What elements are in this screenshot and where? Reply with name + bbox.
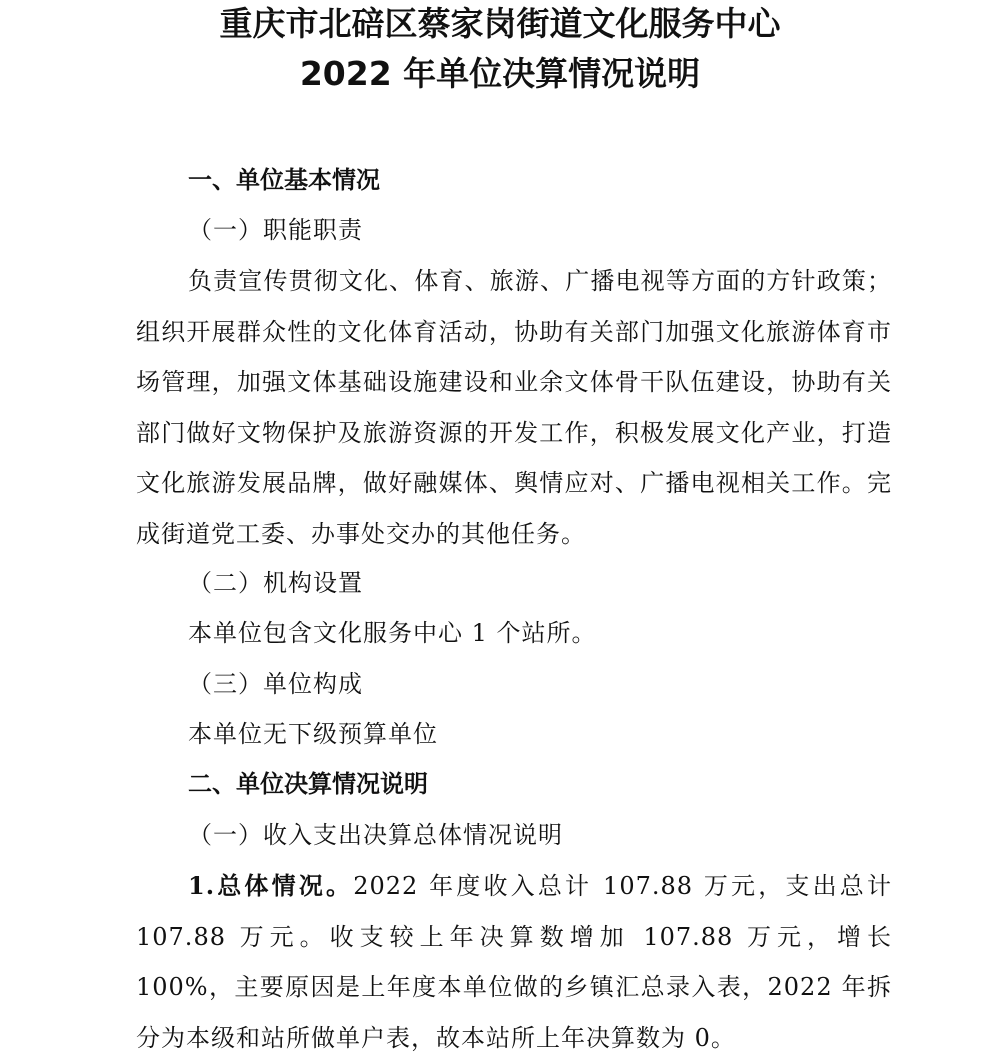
section2-heading: 二、单位决算情况说明	[188, 770, 428, 798]
section1-heading: 一、单位基本情况	[188, 166, 380, 194]
section1-sub2-text: 本单位包含文化服务中心 1 个站所。	[188, 619, 597, 647]
section1-sub1-heading: （一）职能职责	[188, 216, 363, 244]
section1-sub1-paragraph: 负责宣传贯彻文化、体育、旅游、广播电视等方面的方针政策；组织开展群众性的文化体育活动，协助有关部门加强文化旅游体育市场管理，加强文体基础设施建设和业余文体骨干队伍建设，协助有关部门做好文物保护及旅游资源的开发工作，积极发展文化产业，打造文化旅游发展品牌，做好融媒体、舆情应对、广播电视相关工作。完成街道党工委、办事处交办的其他任务。	[136, 267, 892, 548]
document-title-line2: 2022 年单位决算情况说明	[299, 54, 701, 93]
section2-item1-label: 1.总体情况。	[188, 871, 354, 900]
section2-item1-text: 2022 年度收入总计 107.88 万元，支出总计 107.88 万元。收支较上年决算数增加 107.88 万元，增长 100%，主要原因是上年度本单位做的乡镇汇总录入表，2022 年拆分为本级和站所做单户表，故本站所上年决算数为 0。	[136, 872, 892, 1052]
document-title-line1: 重庆市北碚区蔡家岗街道文化服务中心	[219, 4, 781, 43]
section1-sub2-heading: （二）机构设置	[188, 569, 363, 597]
section1-sub3-heading: （三）单位构成	[188, 670, 363, 698]
section2-sub1-heading: （一）收入支出决算总体情况说明	[188, 821, 563, 849]
section1-sub3-text: 本单位无下级预算单位	[188, 720, 438, 748]
section2-item1-paragraph	[136, 861, 892, 1063]
